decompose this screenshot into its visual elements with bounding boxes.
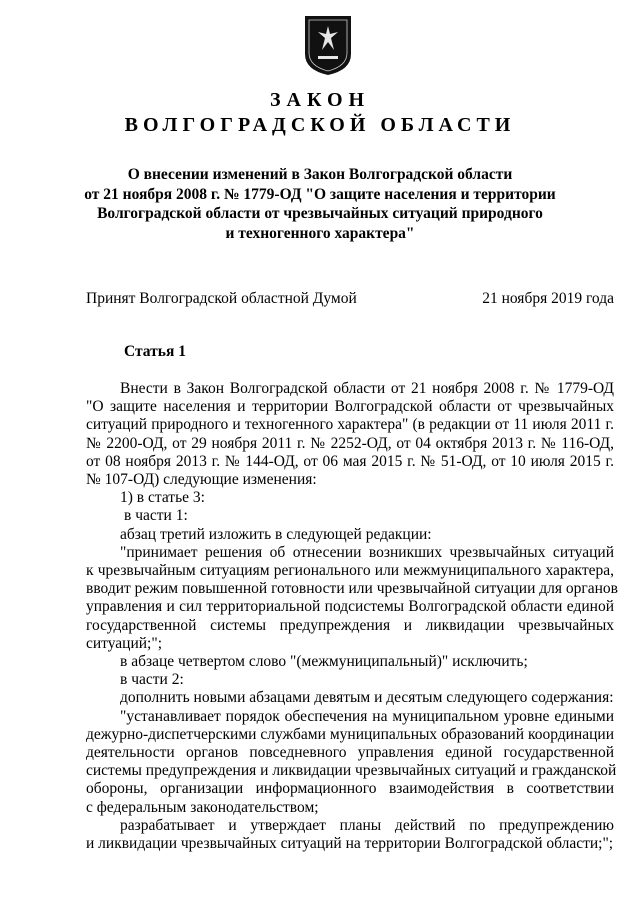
body-line: дополнить новыми абзацами девятым и десятым следующего содержания: xyxy=(120,689,614,707)
document-title-region: ВОЛГОГРАДСКОЙ ОБЛАСТИ xyxy=(124,114,516,136)
body-line: дежурно-диспетчерскими службами муниципальных образований координации xyxy=(86,725,614,743)
body-line: Внести в Закон Волгоградской области от 21 ноября 2008 г. № 1779-ОД xyxy=(120,380,614,397)
body-line: государственной системы предупреждения и ликвидации чрезвычайных xyxy=(86,616,614,634)
law-subject xyxy=(0,165,640,243)
adoption-date: 21 ноября 2019 года xyxy=(482,290,614,307)
body-line: в части 1: xyxy=(124,507,188,525)
body-line: деятельности органов повседневного управления единой государственной xyxy=(86,744,614,762)
adoption-line xyxy=(86,290,614,308)
body-line: управления и сил территориальной подсистемы Волгоградской области единой xyxy=(86,598,614,616)
body-line: в абзаце четвертом слово "(межмуниципальный)" исключить; xyxy=(120,653,528,671)
body-line: обороны, организации информационного взаимодействия в соответствии xyxy=(86,780,614,798)
body-line: к чрезвычайным ситуациям регионального или межмуниципального характера, xyxy=(86,562,614,580)
body-line: с федеральным законодательством; xyxy=(86,798,319,816)
article-heading: Статья 1 xyxy=(124,343,186,360)
body-line: и ликвидации чрезвычайных ситуаций на территории Волгоградской области;"; xyxy=(86,835,614,853)
adopted-by: Принят Волгоградской областной Думой xyxy=(86,290,357,307)
article-body xyxy=(86,380,619,853)
body-line: "О защите населения и территории Волгоградской области от чрезвычайных xyxy=(86,398,614,416)
body-line: системы предупреждения и ликвидации чрезвычайных ситуаций и гражданской xyxy=(86,762,617,780)
body-line: абзац третий изложить в следующей редакции: xyxy=(120,525,432,543)
body-line: ситуаций;"; xyxy=(86,634,162,652)
body-line: № 2200-ОД, от 29 ноября 2011 г. № 2252-ОД, от 04 октября 2013 г. № 116-ОД, xyxy=(86,434,614,452)
subject-line: от 21 ноября 2008 г. № 1779-ОД "О защите населения и территории xyxy=(84,185,556,203)
body-line: "принимает решения об отнесении возникших чрезвычайных ситуаций xyxy=(120,543,614,561)
subject-line: и техногенного характера" xyxy=(225,224,415,242)
coat-of-arms-emblem xyxy=(303,14,353,76)
subject-line: О внесении изменений в Закон Волгоградской области xyxy=(127,166,513,183)
body-line: вводит режим повышенной готовности или чрезвычайной ситуации для органов xyxy=(86,580,619,598)
body-line: 1) в статье 3: xyxy=(120,489,205,507)
subject-line: Волгоградской области от чрезвычайных ситуаций природного xyxy=(97,205,543,222)
body-line: ситуаций природного и техногенного характера" (в редакции от 11 июля 2011 г. xyxy=(86,416,614,434)
body-line: разрабатывает и утверждает планы действий по предупреждению xyxy=(120,816,614,834)
document-title-law: ЗАКОН xyxy=(269,89,371,111)
body-line: "устанавливает порядок обеспечения на муниципальном уровне едиными xyxy=(120,707,614,725)
body-line: от 08 ноября 2013 г. № 144-ОД, от 06 мая 2015 г. № 51-ОД, от 10 июля 2015 г. xyxy=(86,452,614,470)
body-line: № 107-ОД) следующие изменения: xyxy=(86,471,317,489)
body-line: в части 2: xyxy=(120,671,184,689)
